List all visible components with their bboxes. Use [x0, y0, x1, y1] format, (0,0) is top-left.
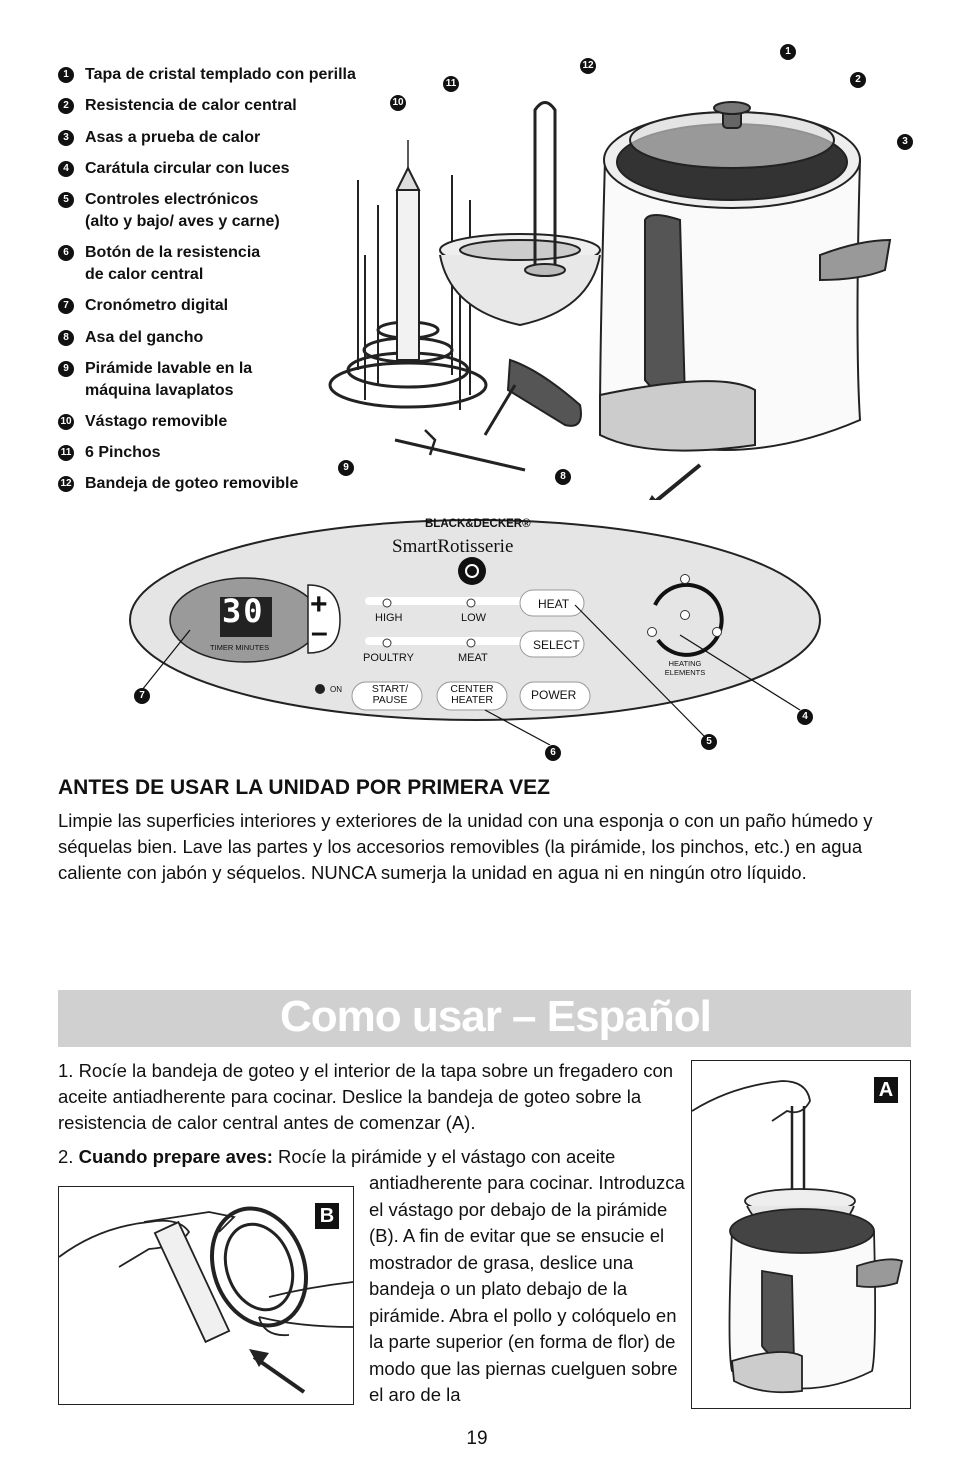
figure-b-illustration [59, 1187, 353, 1404]
part-item [58, 158, 290, 180]
start-pause-button[interactable] [367, 684, 413, 706]
callout-1: 1 [780, 44, 796, 60]
callout-9: 9 [338, 460, 354, 476]
part-number: 5 [58, 192, 74, 208]
part-label: Resistencia de calor central [85, 97, 297, 114]
pause-label: PAUSE [372, 694, 408, 706]
page-title: Como usar – Español [280, 992, 711, 1041]
part-item [58, 411, 227, 433]
part-item [58, 295, 228, 317]
callout-5: 5 [701, 734, 717, 750]
product-name: SmartRotisserie [392, 536, 514, 557]
minus-button[interactable]: – [311, 616, 328, 649]
brand-logo: BLACK&DECKER® [425, 518, 531, 530]
timer-label: TIMER MINUTES [210, 643, 270, 652]
power-button[interactable]: POWER [531, 688, 577, 702]
part-label: Bandeja de goteo removible [85, 475, 299, 492]
center-label: CENTER [450, 683, 494, 695]
page-number: 19 [466, 1428, 488, 1449]
on-label: ON [330, 685, 342, 694]
heater-label: HEATER [451, 694, 493, 706]
part-label: Tapa de cristal templado con perilla [85, 66, 356, 83]
figure-b [58, 1186, 354, 1405]
high-label: HIGH [375, 612, 403, 624]
part-item [58, 327, 203, 349]
part-label: Asa del gancho [85, 329, 204, 346]
part-label: Vástago removible [85, 413, 228, 430]
part-item [58, 95, 297, 117]
intro-paragraph: Limpie las superficies interiores y exteriores de la unidad con una esponja o con un paño húmedo y séquelas bien. Lave las partes y los accesorios removibles (la pirámide, los pinchos, etc.) en agua caliente con jabón y séquelos. NUNCA sumerja la unidad en agua ni en ningún otro líquido. [58, 810, 873, 883]
callout-2: 2 [850, 72, 866, 88]
callout-8: 8 [555, 469, 571, 485]
figure-a [691, 1060, 911, 1409]
callout-10: 10 [390, 95, 406, 111]
part-label: Controles electrónicos [85, 191, 259, 208]
part-number: 7 [58, 298, 74, 314]
part-label-line2: máquina lavaplatos [85, 382, 234, 399]
part-number: 10 [58, 414, 74, 430]
heating-label: HEATING [668, 659, 702, 668]
callout-12: 12 [580, 58, 596, 74]
part-label: Asas a prueba de calor [85, 129, 261, 146]
meat-label: MEAT [458, 652, 488, 664]
part-number: 11 [58, 445, 74, 461]
part-number: 8 [58, 330, 74, 346]
step-2-bold: Cuando prepare aves: [78, 1146, 273, 1167]
step-1: 1. Rocíe la bandeja de goteo y el interior de la tapa sobre un fregadero con aceite antiadherente para cocinar. Deslice la bandeja de goteo sobre la resistencia de calor central antes de comenzar (A). [58, 1060, 674, 1133]
part-label-line2: (alto y bajo/ aves y carne) [85, 213, 280, 230]
plus-button[interactable]: + [310, 588, 328, 621]
step-2-lead [58, 1144, 678, 1170]
part-label: Pirámide lavable en la [85, 360, 253, 377]
poultry-label: POULTRY [363, 652, 414, 664]
heat-button[interactable]: HEAT [538, 597, 570, 611]
title-bar [58, 990, 911, 1047]
callout-3: 3 [897, 134, 913, 150]
part-label: Cronómetro digital [85, 297, 229, 314]
select-button[interactable]: SELECT [533, 638, 580, 652]
part-item [58, 358, 252, 402]
section-heading: ANTES DE USAR LA UNIDAD POR PRIMERA VEZ [58, 776, 550, 799]
callout-7: 7 [134, 688, 150, 704]
part-number: 3 [58, 130, 74, 146]
timer-display: 30 [222, 592, 265, 630]
part-item [58, 189, 280, 233]
part-label: 6 Pinchos [85, 444, 161, 461]
part-item [58, 442, 161, 464]
part-label: Botón de la resistencia [85, 244, 261, 261]
step-2-lead-text: Rocíe la pirámide y el vástago con aceite [272, 1146, 616, 1167]
part-number: 6 [58, 245, 74, 261]
low-label: LOW [461, 612, 487, 624]
part-number: 1 [58, 67, 74, 83]
figure-b-label: B [315, 1203, 339, 1229]
figure-a-label: A [874, 1077, 898, 1103]
callout-11: 11 [443, 76, 459, 92]
part-item [58, 242, 260, 286]
heating-elements-label [662, 659, 708, 677]
figure-a-illustration [692, 1061, 910, 1408]
elements-label: ELEMENTS [664, 668, 706, 677]
part-label-line2: de calor central [85, 266, 204, 283]
part-item [58, 127, 260, 149]
step-2-body: antiadherente para cocinar. Introduzca el vástago por debajo de la pirámide (B). A fin de evitar que se ensucie el mostrador de grasa, deslice una bandeja o un plato debajo de la pirámide. Abra el pollo y colóquelo en la parte superior (en forma de flor) de modo que las piernas cuelguen sobre el aro de la [369, 1172, 685, 1405]
part-number: 2 [58, 98, 74, 114]
callout-6: 6 [545, 745, 561, 761]
part-item [58, 473, 298, 495]
part-number: 12 [58, 476, 74, 492]
start-label: START/ [371, 683, 409, 695]
center-heater-button[interactable] [447, 684, 497, 706]
part-number: 9 [58, 361, 74, 377]
callout-4: 4 [797, 709, 813, 725]
part-label: Carátula circular con luces [85, 160, 290, 177]
step-2-number: 2. [58, 1146, 79, 1167]
part-number: 4 [58, 161, 74, 177]
